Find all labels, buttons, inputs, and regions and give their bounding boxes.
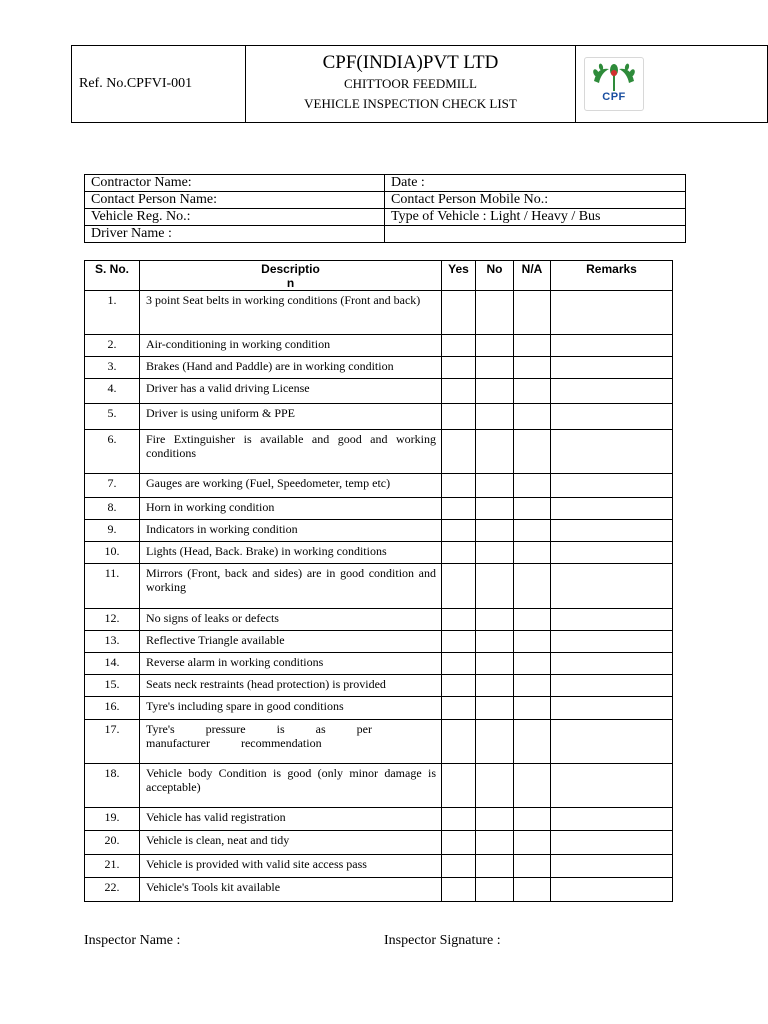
checklist-row [85, 357, 673, 379]
checklist-row [85, 764, 673, 808]
inspection-checklist-table [84, 260, 673, 902]
checklist-row [85, 474, 673, 498]
row-description: Indicators in working condition [140, 520, 442, 542]
no-cell[interactable] [476, 335, 514, 357]
remarks-cell[interactable] [551, 379, 673, 404]
no-cell[interactable] [476, 808, 514, 831]
date-field[interactable]: Date : [385, 175, 686, 192]
vehicle-type-field[interactable]: Type of Vehicle : Light / Heavy / Bus [385, 209, 686, 226]
yes-cell[interactable] [442, 357, 476, 379]
na-cell[interactable] [514, 855, 551, 878]
yes-cell[interactable] [442, 653, 476, 675]
row-description: Vehicle is provided with valid site access pass [140, 855, 442, 878]
row-number: 9. [85, 520, 140, 542]
na-cell[interactable] [514, 291, 551, 335]
checklist-row [85, 878, 673, 902]
row-number: 8. [85, 498, 140, 520]
row-description: Lights (Head, Back. Brake) in working conditions [140, 542, 442, 564]
row-number: 3. [85, 357, 140, 379]
row-number: 5. [85, 404, 140, 430]
checklist-row [85, 498, 673, 520]
remarks-cell[interactable] [551, 357, 673, 379]
driver-name-blank-cell[interactable] [385, 226, 686, 243]
na-cell[interactable] [514, 430, 551, 474]
header-sno: S. No. [85, 261, 140, 291]
checklist-row [85, 379, 673, 404]
na-cell[interactable] [514, 520, 551, 542]
checklist-row [85, 675, 673, 697]
na-cell[interactable] [514, 831, 551, 855]
row-number: 19. [85, 808, 140, 831]
na-cell[interactable] [514, 675, 551, 697]
vehicle-reg-field[interactable]: Vehicle Reg. No.: [85, 209, 385, 226]
header-yes: Yes [442, 261, 476, 291]
remarks-cell[interactable] [551, 831, 673, 855]
yes-cell[interactable] [442, 855, 476, 878]
remarks-cell[interactable] [551, 335, 673, 357]
row-number: 13. [85, 631, 140, 653]
checklist-row [85, 653, 673, 675]
yes-cell[interactable] [442, 878, 476, 902]
yes-cell[interactable] [442, 631, 476, 653]
yes-cell[interactable] [442, 542, 476, 564]
header-description-line2: n [286, 276, 295, 290]
cpf-logo [584, 57, 644, 111]
contact-mobile-field[interactable]: Contact Person Mobile No.: [385, 192, 686, 209]
cpf-logo-icon [589, 61, 639, 93]
reference-number: Ref. No.CPFVI-001 [72, 46, 246, 123]
remarks-cell[interactable] [551, 609, 673, 631]
na-cell[interactable] [514, 878, 551, 902]
inspector-signature-label: Inspector Signature : [384, 933, 501, 948]
na-cell[interactable] [514, 653, 551, 675]
driver-name-field[interactable]: Driver Name : [85, 226, 385, 243]
na-cell[interactable] [514, 697, 551, 720]
yes-cell[interactable] [442, 808, 476, 831]
na-cell[interactable] [514, 498, 551, 520]
no-cell[interactable] [476, 764, 514, 808]
no-cell[interactable] [476, 404, 514, 430]
form-title: VEHICLE INSPECTION CHECK LIST [304, 96, 517, 111]
checklist-body [85, 291, 673, 902]
contractor-name-field[interactable]: Contractor Name: [85, 175, 385, 192]
row-number: 4. [85, 379, 140, 404]
yes-cell[interactable] [442, 675, 476, 697]
header-title-cell [246, 46, 576, 123]
checklist-row [85, 564, 673, 609]
row-description: Brakes (Hand and Paddle) are in working condition [140, 357, 442, 379]
checklist-row [85, 831, 673, 855]
na-cell[interactable] [514, 720, 551, 764]
unit-name: CHITTOOR FEEDMILL [343, 76, 477, 91]
yes-cell[interactable] [442, 474, 476, 498]
checklist-row [85, 430, 673, 474]
checklist-row [85, 542, 673, 564]
no-cell[interactable] [476, 520, 514, 542]
row-description: Fire Extinguisher is available and good and working conditions [140, 430, 442, 474]
na-cell[interactable] [514, 542, 551, 564]
na-cell[interactable] [514, 404, 551, 430]
row-number: 6. [85, 430, 140, 474]
no-cell[interactable] [476, 564, 514, 609]
remarks-cell[interactable] [551, 291, 673, 335]
contact-person-name-field[interactable]: Contact Person Name: [85, 192, 385, 209]
yes-cell[interactable] [442, 379, 476, 404]
company-name: CPF(INDIA)PVT LTD [322, 52, 499, 73]
no-cell[interactable] [476, 697, 514, 720]
yes-cell[interactable] [442, 404, 476, 430]
checklist-row [85, 520, 673, 542]
row-number: 22. [85, 878, 140, 902]
row-number: 14. [85, 653, 140, 675]
no-cell[interactable] [476, 878, 514, 902]
logo-text: CPF [602, 91, 626, 103]
row-number: 21. [85, 855, 140, 878]
na-cell[interactable] [514, 335, 551, 357]
no-cell[interactable] [476, 357, 514, 379]
na-cell[interactable] [514, 357, 551, 379]
yes-cell[interactable] [442, 764, 476, 808]
remarks-cell[interactable] [551, 520, 673, 542]
no-cell[interactable] [476, 609, 514, 631]
row-number: 2. [85, 335, 140, 357]
remarks-cell[interactable] [551, 498, 673, 520]
checklist-row [85, 808, 673, 831]
logo-cell [576, 46, 768, 123]
row-number: 20. [85, 831, 140, 855]
row-description: Vehicle body Condition is good (only minor damage is acceptable) [140, 764, 442, 808]
header-description-line1: Descriptio [261, 262, 320, 276]
remarks-cell[interactable] [551, 878, 673, 902]
row-number: 7. [85, 474, 140, 498]
na-cell[interactable] [514, 474, 551, 498]
yes-cell[interactable] [442, 697, 476, 720]
remarks-cell[interactable] [551, 675, 673, 697]
row-number: 18. [85, 764, 140, 808]
row-description: Air-conditioning in working condition [140, 335, 442, 357]
row-description: Gauges are working (Fuel, Speedometer, temp etc) [140, 474, 442, 498]
no-cell[interactable] [476, 498, 514, 520]
row-description: 3 point Seat belts in working conditions (Front and back) [140, 291, 442, 335]
row-number: 16. [85, 697, 140, 720]
no-cell[interactable] [476, 379, 514, 404]
no-cell[interactable] [476, 542, 514, 564]
yes-cell[interactable] [442, 564, 476, 609]
row-description: Vehicle is clean, neat and tidy [140, 831, 442, 855]
no-cell[interactable] [476, 291, 514, 335]
yes-cell[interactable] [442, 720, 476, 764]
row-description: Tyre's pressure is as per manufacturer recommendation [140, 720, 442, 764]
yes-cell[interactable] [442, 335, 476, 357]
remarks-cell[interactable] [551, 631, 673, 653]
remarks-cell[interactable] [551, 653, 673, 675]
inspector-name-label: Inspector Name : [84, 933, 181, 948]
remarks-cell[interactable] [551, 808, 673, 831]
remarks-cell[interactable] [551, 474, 673, 498]
yes-cell[interactable] [442, 831, 476, 855]
header-description [140, 261, 442, 291]
header-na: N/A [514, 261, 551, 291]
row-number: 11. [85, 564, 140, 609]
checklist-row [85, 697, 673, 720]
row-description: Driver is using uniform & PPE [140, 404, 442, 430]
checklist-row [85, 631, 673, 653]
row-description: Reverse alarm in working conditions [140, 653, 442, 675]
remarks-cell[interactable] [551, 430, 673, 474]
header-no: No [476, 261, 514, 291]
row-number: 1. [85, 291, 140, 335]
row-description: Seats neck restraints (head protection) is provided [140, 675, 442, 697]
remarks-cell[interactable] [551, 697, 673, 720]
row-number: 17. [85, 720, 140, 764]
row-number: 12. [85, 609, 140, 631]
checklist-row [85, 855, 673, 878]
yes-cell[interactable] [442, 430, 476, 474]
remarks-cell[interactable] [551, 855, 673, 878]
row-description: Horn in working condition [140, 498, 442, 520]
no-cell[interactable] [476, 430, 514, 474]
checklist-row [85, 404, 673, 430]
no-cell[interactable] [476, 653, 514, 675]
na-cell[interactable] [514, 631, 551, 653]
yes-cell[interactable] [442, 498, 476, 520]
row-description: Vehicle's Tools kit available [140, 878, 442, 902]
checklist-row [85, 609, 673, 631]
checklist-row [85, 720, 673, 764]
remarks-cell[interactable] [551, 764, 673, 808]
na-cell[interactable] [514, 808, 551, 831]
yes-cell[interactable] [442, 609, 476, 631]
na-cell[interactable] [514, 609, 551, 631]
no-cell[interactable] [476, 631, 514, 653]
na-cell[interactable] [514, 764, 551, 808]
remarks-cell[interactable] [551, 542, 673, 564]
remarks-cell[interactable] [551, 404, 673, 430]
document-header [71, 45, 768, 123]
no-cell[interactable] [476, 831, 514, 855]
no-cell[interactable] [476, 855, 514, 878]
checklist-row [85, 291, 673, 335]
no-cell[interactable] [476, 474, 514, 498]
no-cell[interactable] [476, 720, 514, 764]
header-remarks: Remarks [551, 261, 673, 291]
yes-cell[interactable] [442, 291, 476, 335]
checklist-row [85, 335, 673, 357]
row-description: Reflective Triangle available [140, 631, 442, 653]
yes-cell[interactable] [442, 520, 476, 542]
na-cell[interactable] [514, 564, 551, 609]
row-description: No signs of leaks or defects [140, 609, 442, 631]
remarks-cell[interactable] [551, 720, 673, 764]
row-description: Tyre's including spare in good conditions [140, 697, 442, 720]
no-cell[interactable] [476, 675, 514, 697]
row-description: Vehicle has valid registration [140, 808, 442, 831]
row-description: Mirrors (Front, back and sides) are in good condition and working [140, 564, 442, 609]
vehicle-info-table [84, 174, 686, 243]
table-header-row [85, 261, 673, 291]
row-number: 10. [85, 542, 140, 564]
row-description: Driver has a valid driving License [140, 379, 442, 404]
na-cell[interactable] [514, 379, 551, 404]
remarks-cell[interactable] [551, 564, 673, 609]
row-number: 15. [85, 675, 140, 697]
